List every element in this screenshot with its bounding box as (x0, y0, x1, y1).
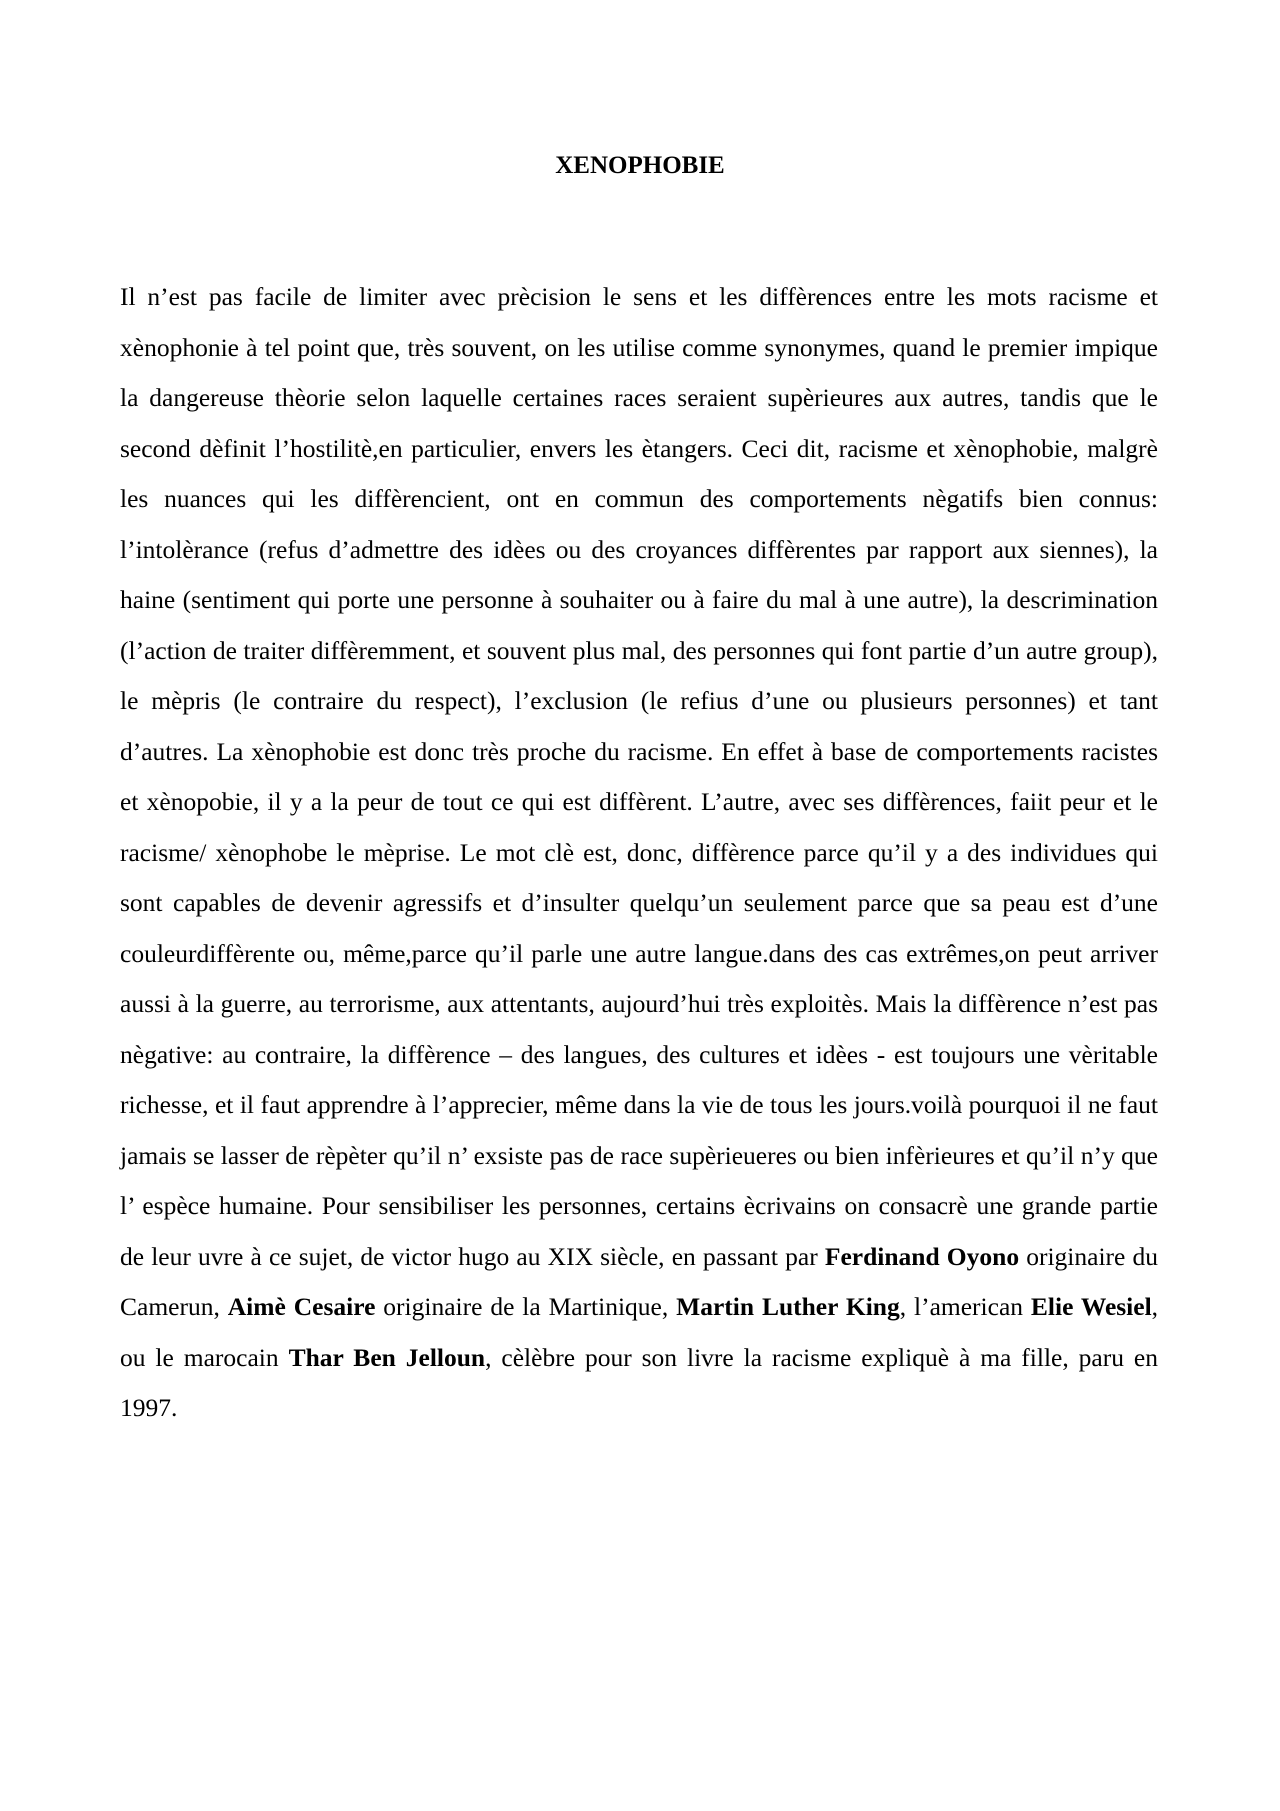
body-text-segment: , cèlèbre pour son livre la racisme expliquè à ma fille, paru en 1997. (120, 1342, 1158, 1422)
body-text-segment: , ou le marocain (120, 1292, 1159, 1372)
author-name: Aimè Cesaire (227, 1292, 376, 1321)
author-name: Martin Luther King (676, 1292, 900, 1321)
body-text-segment: Il n’est pas facile de limiter avec prècision le sens et les diffèrences entre les mots racisme et xènophonie à tel point que, très souvent, on les utilise comme synonymes, quand le premier impique la dangereuse thèorie selon laquelle certaines races seraient supèrieures aux autres, tandis que le second dèfinit l’hostilitè,en particulier, envers les ètangers. Ceci dit, racisme et xènophobie, malgrè les nuances qui les diffèrencient, ont en commun des comportements nègatifs bien connus: l’intolèrance (refus d’admettre des idèes ou des croyances diffèrentes par rapport aux siennes), la haine (sentiment qui porte une personne à souhaiter ou à faire du mal à une autre), la descrimination (l’action de traiter diffèremment, et souvent plus mal, des personnes qui font partie d’un autre group), le mèpris (le contraire du respect), l’exclusion (le refius d’une ou plusieurs personnes) et tant d’autres. La xènophobie est donc très proche du racisme. En effet à base de comportements racistes et xènopobie, il y a la peur de tout ce qui est diffèrent. L’autre, avec ses diffèrences, faiit peur et le racisme/ xènophobe le mèprise. Le mot clè est, donc, diffèrence parce qu’il y a des individues qui sont capables de devenir agressifs et d’insulter quelqu’un seulement parce que sa peau est d’une couleurdiffèrente ou, même,parce qu’il parle une autre langue.dans des cas extrêmes,on peut arriver aussi à la guerre, au terrorisme, aux attentants, aujourd’hui très exploitès. Mais la diffèrence n’est pas nègative: au contraire, la diffèrence – des langues, des cultures et idèes - est toujours une vèritable richesse, et il faut apprendre à l’apprecier, même dans la vie de tous les jours.voilà pourquoi il ne faut jamais se lasser de rèpèter qu’il n’ exsiste pas de race supèrieueres ou bien infèrieures et qu’il n’y que l’ espèce humaine. Pour sensibiliser les personnes, certains ècrivains on consacrè une grande partie de leur uvre à ce sujet, de victor hugo au XIX siècle, en passant par (120, 282, 1158, 1271)
author-name: Ferdinand Oyono (824, 1241, 1020, 1271)
body-text-segment: originaire de la Martinique, (383, 1292, 669, 1321)
body-text-segment: originaire du Camerun, (120, 1241, 1159, 1321)
author-name: Elie Wesiel (1030, 1292, 1152, 1321)
document-title: XENOPHOBIE (555, 152, 725, 179)
author-name: Thar Ben Jelloun (288, 1342, 486, 1372)
body-text-segment: , l’american (899, 1292, 1024, 1321)
document-body-paragraph (120, 272, 1158, 1434)
